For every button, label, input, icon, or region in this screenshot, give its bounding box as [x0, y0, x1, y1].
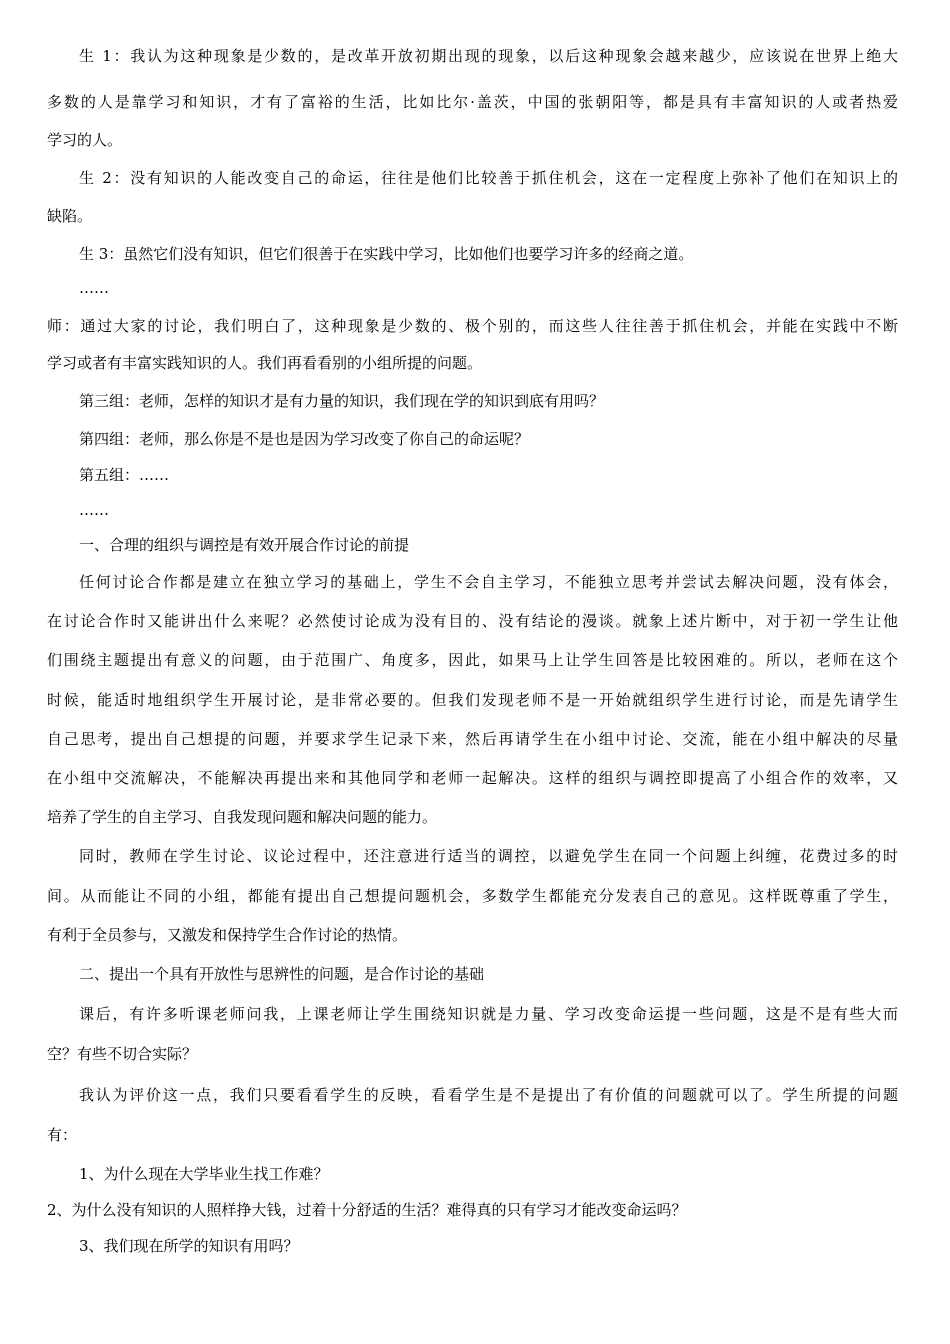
ellipsis-line: ……: [79, 501, 109, 519]
group-question-line: 第三组：老师，怎样的知识才是有力量的知识，我们现在学的知识到底有用吗？: [79, 392, 605, 410]
ellipsis-line: ……: [79, 279, 109, 297]
paragraph-line: 培养了学生的自主学习、自我发现问题和解决问题的能力。: [47, 808, 438, 826]
paragraph-line: 在小组中交流解决，不能解决再提出来和其他同学和老师一起解决。这样的组织与调控即提高了小组合作的效率，又: [47, 769, 898, 787]
question-list-item: 2、为什么没有知识的人照样挣大钱，过着十分舒适的生活？难得真的只有学习才能改变命运吗？: [47, 1201, 687, 1219]
section-heading: 二、提出一个具有开放性与思辨性的问题，是合作讨论的基础: [79, 965, 485, 983]
group-question-line: 第五组：……: [79, 466, 170, 484]
question-list-item: 1、为什么现在大学毕业生找工作难？: [79, 1165, 329, 1183]
paragraph-line: 时候，能适时地组织学生开展讨论，是非常必要的。但我们发现老师不是一开始就组织学生进行讨论，而是先请学生: [47, 691, 898, 709]
paragraph-line: 有利于全员参与，又激发和保持学生合作讨论的热情。: [47, 926, 408, 944]
paragraph-line: 自己思考，提出自己想提的问题，并要求学生记录下来，然后再请学生在小组中讨论、交流，能在小组中解决的尽量: [47, 730, 898, 748]
section-heading: 一、合理的组织与调控是有效开展合作讨论的前提: [79, 536, 410, 554]
paragraph-line: 缺陷。: [47, 207, 93, 225]
question-list-item: 3、我们现在所学的知识有用吗？: [79, 1237, 299, 1255]
paragraph-line: 多数的人是靠学习和知识，才有了富裕的生活，比如比尔·盖茨，中国的张朝阳等，都是具有丰富知识的人或者热爱: [47, 93, 898, 111]
paragraph-line: 空？有些不切合实际？: [47, 1045, 198, 1063]
group-question-line: 第四组：老师，那么你是不是也是因为学习改变了你自己的命运呢？: [79, 430, 530, 448]
paragraph-line: 生 3：虽然它们没有知识，但它们很善于在实践中学习，比如他们也要学习许多的经商之道。: [79, 245, 694, 263]
paragraph-line: 我认为评价这一点，我们只要看看学生的反映，看看学生是不是提出了有价值的问题就可以了。学生所提的问题: [79, 1086, 898, 1104]
paragraph-line: 任何讨论合作都是建立在独立学习的基础上，学生不会自主学习，不能独立思考并尝试去解决问题，没有体会，: [79, 573, 898, 591]
paragraph-line: 生 2：没有知识的人能改变自己的命运，往往是他们比较善于抓住机会，这在一定程度上弥补了他们在知识上的: [79, 169, 898, 187]
paragraph-line: 学习或者有丰富实践知识的人。我们再看看别的小组所提的问题。: [47, 354, 483, 372]
paragraph-line: 间。从而能让不同的小组，都能有提出自己想提问题机会，多数学生都能充分发表自己的意见。这样既尊重了学生，: [47, 887, 898, 905]
paragraph-line: 学习的人。: [47, 131, 123, 149]
paragraph-line: 有：: [47, 1126, 78, 1144]
paragraph-line: 在讨论合作时又能讲出什么来呢？必然使讨论成为没有目的、没有结论的漫谈。就象上述片断中，对于初一学生让他: [47, 612, 898, 630]
paragraph-line: 课后，有许多听课老师问我，上课老师让学生围绕知识就是力量、学习改变命运提一些问题，这是不是有些大而: [79, 1005, 898, 1023]
paragraph-line: 们围绕主题提出有意义的问题，由于范围广、角度多，因此，如果马上让学生回答是比较困难的。所以，老师在这个: [47, 651, 898, 669]
paragraph-line: 生 1：我认为这种现象是少数的，是改革开放初期出现的现象，以后这种现象会越来越少，应该说在世界上绝大: [79, 47, 898, 65]
paragraph-line: 同时，教师在学生讨论、议论过程中，还注意进行适当的调控，以避免学生在同一个问题上纠缠，花费过多的时: [79, 847, 898, 865]
paragraph-line: 师：通过大家的讨论，我们明白了，这种现象是少数的、极个别的，而这些人往往善于抓住机会，并能在实践中不断: [47, 317, 898, 335]
